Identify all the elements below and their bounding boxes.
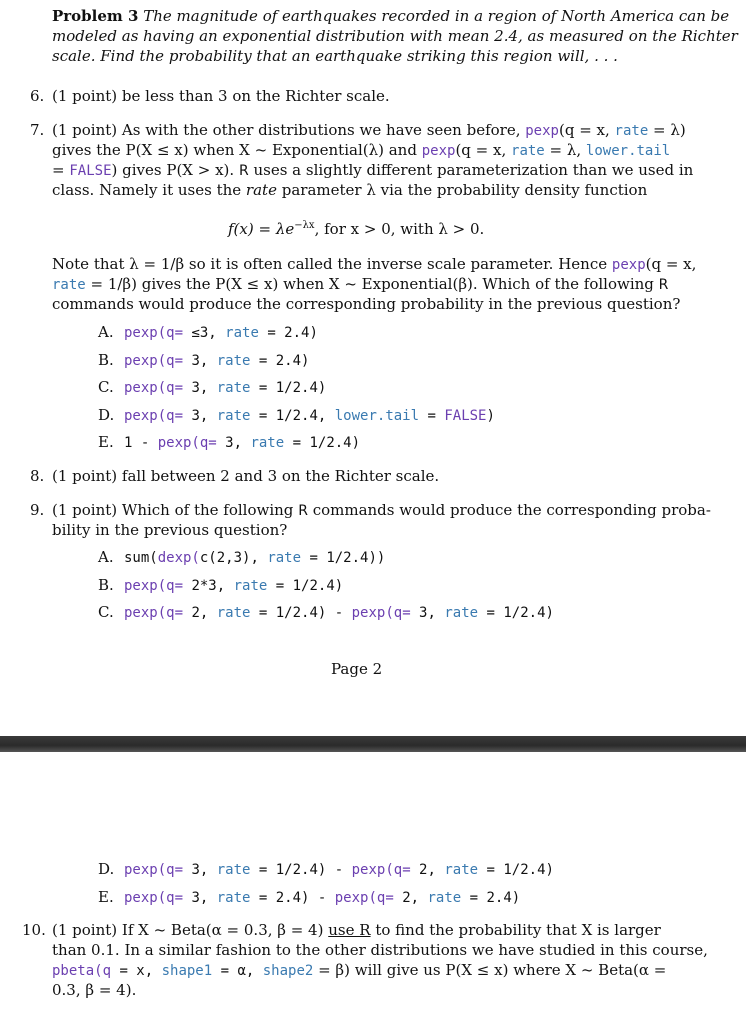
code-arg: q= (166, 407, 184, 424)
code-val: = (419, 407, 445, 424)
code-val: c(2,3), (199, 550, 268, 566)
question-7-number: 7. (30, 121, 45, 139)
q7-text: parameter λ via the probability density function (281, 181, 648, 199)
code-kw: rate (216, 380, 251, 396)
code-kw: rate (250, 435, 285, 451)
code-kw: rate (225, 325, 259, 341)
code-val: 3, (183, 407, 217, 424)
code-arg: q= (166, 605, 184, 621)
code-val: = α, (212, 963, 263, 979)
q9-text: commands would produce the corresponding proba- (312, 501, 711, 519)
code-val: = 2.4) (461, 889, 521, 906)
code-val: 3, (410, 605, 445, 621)
code-val: = 1/2.4) (478, 862, 554, 878)
code-val: 2, (410, 862, 445, 878)
code-fn: pexp( (124, 352, 167, 369)
code-val: 3, (216, 435, 251, 451)
code-kw: shape1 (161, 963, 213, 979)
code-val: = 1/2.4) - (250, 605, 352, 621)
answer-option (98, 350, 309, 371)
code-kw: FALSE (69, 163, 112, 179)
answer-option (98, 377, 326, 398)
r-language-name: R (658, 277, 669, 293)
option-letter: B. (98, 350, 114, 369)
code-val: ≤3, (183, 325, 226, 341)
code-val: = 1/2.4) (267, 577, 344, 594)
option-letter: D. (98, 860, 115, 878)
q7-text: ) gives P(X > x). (111, 161, 235, 179)
question-7-line-4 (52, 180, 647, 200)
q10-text: will give us P(X ≤ x) where X ~ Beta(α = (354, 961, 667, 979)
answer-option (98, 405, 495, 426)
code-val: = 2.4) (250, 352, 310, 369)
code-kw: rate (233, 577, 268, 594)
option-letter: D. (98, 405, 115, 424)
code-val: 2, (183, 605, 217, 621)
r-language-name: R (238, 163, 249, 179)
answer-option (98, 575, 343, 596)
code-kw: rate (216, 889, 251, 906)
code-fn: pexp( (351, 605, 394, 621)
code-fn: pexp( (124, 407, 167, 424)
code-val: = 1/2.4)) (301, 550, 386, 566)
option-letter: E. (98, 433, 114, 451)
code-kw: rate (216, 605, 251, 621)
code-val: 3, (183, 352, 217, 369)
code-fn: pexp( (124, 577, 167, 594)
question-6-text: (1 point) be less than 3 on the Richter scale. (52, 87, 390, 105)
pdf-formula (228, 216, 484, 239)
q7-text: = λ, (549, 141, 582, 159)
r-language-name: R (298, 503, 308, 519)
q7-text: (q = x, (455, 141, 507, 159)
code-arg: q= (166, 577, 184, 594)
code-val: = 1/2.4) - (250, 862, 352, 878)
code-arg: q= (393, 605, 411, 621)
answer-option (98, 602, 554, 623)
answer-option (98, 859, 554, 880)
question-9-line-2: bility in the previous question? (52, 521, 288, 539)
code-kw: rate (267, 550, 302, 566)
code-kw: rate (216, 862, 251, 878)
q7-text: gives the P(X ≤ x) when X ~ Exponential(λ) and (52, 141, 417, 159)
answer-option (98, 432, 360, 453)
code-kw: rate (444, 605, 479, 621)
code-kw: lower.tail (334, 407, 420, 424)
code-arg: q= (166, 862, 184, 878)
code-val: = 1/2.4) (478, 605, 554, 621)
code-arg: q= (166, 889, 184, 906)
code-kw: rate (216, 407, 251, 424)
question-7-line-2 (52, 140, 670, 161)
q10-text: to find the probability that X is larger (375, 921, 661, 939)
code-val: sum( (124, 550, 158, 566)
code-val: 3, (183, 380, 217, 396)
code-kw: rate (427, 889, 462, 906)
question-9-number: 9. (30, 501, 45, 519)
code-arg: q= (166, 352, 184, 369)
q7-text: Note that λ = 1/β so it is often called the inverse scale parameter. Hence (52, 255, 608, 273)
code-arg: q= (376, 889, 394, 906)
code-kw: rate (444, 862, 479, 878)
problem-intro-line-1 (52, 6, 729, 26)
code-arg: q (102, 963, 112, 979)
code-fn: pexp( (124, 889, 167, 906)
question-7-note-3: commands would produce the corresponding probability in the previous question? (52, 295, 681, 313)
code-fn: pexp (611, 257, 646, 273)
code-val: = 1/2.4) (284, 435, 361, 451)
question-10-line-1 (52, 920, 661, 940)
code-fn: pexp (421, 143, 456, 159)
option-letter: A. (98, 548, 114, 566)
code-val: ) (486, 407, 495, 424)
q7-text: uses a slightly different parameterization than we used in (253, 161, 694, 179)
q7-text: class. Namely it uses the (52, 181, 242, 199)
question-10-line-3 (52, 960, 666, 981)
problem-intro-line-2: modeled as having an exponential distribution with mean 2.4, as measured on the Richter (52, 27, 738, 45)
code-fn: pbeta( (52, 963, 103, 979)
problem-intro: The magnitude of earthquakes recorded in a region of North America can be (143, 7, 730, 25)
page-number: Page 2 (331, 660, 383, 678)
code-fn: dexp( (157, 550, 200, 566)
code-kw: rate (511, 143, 545, 159)
formula-main: f(x) = λe (228, 220, 295, 238)
code-fn: pexp( (124, 380, 167, 396)
q7-text: = λ) (653, 121, 686, 139)
code-fn: pexp( (351, 862, 394, 878)
page-separator (0, 736, 746, 752)
question-8-number: 8. (30, 467, 45, 485)
answer-option (98, 887, 520, 908)
code-val: = x, (111, 963, 162, 979)
q7-text: (1 point) As with the other distributions we have seen before, (52, 121, 521, 139)
code-fn: pexp( (157, 435, 200, 451)
problem-label: Problem 3 (52, 7, 139, 25)
code-val: = 2.4) (258, 325, 318, 341)
formula-exponent: −λx (294, 220, 315, 231)
code-val: = β) (313, 961, 350, 979)
formula-tail: , for x > 0, with λ > 0. (314, 220, 485, 238)
answer-option (98, 547, 385, 568)
code-arg: q= (166, 325, 184, 341)
code-fn: pexp( (124, 862, 167, 878)
code-val: = 1/2.4) (250, 380, 327, 396)
code-val: = 1/2.4, (250, 407, 335, 424)
q7-text: = 1/β) gives the P(X ≤ x) when X ~ Exponential(β). Which of the following (90, 275, 654, 293)
q7-text: (q = x, (645, 255, 697, 273)
use-r-emphasis: use R (328, 921, 371, 939)
question-8-text: (1 point) fall between 2 and 3 on the Richter scale. (52, 467, 440, 485)
option-letter: C. (98, 378, 114, 396)
code-val: 3, (183, 889, 217, 906)
question-9-line-1 (52, 500, 711, 521)
question-7-line-3 (52, 160, 693, 181)
q10-text: (1 point) If X ~ Beta(α = 0.3, β = 4) (52, 921, 324, 939)
code-fn: pexp( (124, 605, 167, 621)
question-7-note-2 (52, 274, 668, 295)
code-val: 3, (183, 862, 217, 878)
page-3-top (0, 752, 746, 1024)
q7-text: = (52, 161, 65, 179)
code-fn: pexp( (124, 325, 167, 341)
code-kw: rate (614, 123, 649, 139)
code-val: 2, (393, 889, 428, 906)
option-letter: B. (98, 575, 114, 594)
option-letter: E. (98, 887, 114, 906)
question-6-number: 6. (30, 87, 45, 105)
code-kw: rate (52, 277, 86, 293)
question-10-line-2: than 0.1. In a similar fashion to the other distributions we have studied in this course, (52, 941, 708, 959)
code-kw: shape2 (262, 963, 314, 979)
option-letter: C. (98, 603, 114, 621)
option-letter: A. (98, 323, 114, 341)
code-arg: q= (199, 435, 217, 451)
code-val: 2*3, (183, 577, 234, 594)
code-kw: rate (216, 352, 251, 369)
question-10-line-4: 0.3, β = 4). (52, 981, 137, 999)
code-fn: pexp (525, 123, 559, 139)
code-val: = 2.4) - (250, 889, 335, 906)
code-kw: lower.tail (585, 143, 671, 159)
code-fn: pexp( (334, 889, 377, 906)
code-arg: q= (393, 862, 411, 878)
code-fn: FALSE (444, 407, 487, 424)
problem-intro-line-3: scale. Find the probability that an earthquake striking this region will, . . . (52, 47, 618, 65)
question-7-note-1 (52, 254, 696, 275)
question-10-number: 10. (22, 921, 46, 939)
code-arg: q= (166, 380, 184, 396)
q7-text: (q = x, (558, 121, 610, 139)
code-val: 1 - (124, 435, 158, 451)
q9-text: (1 point) Which of the following (52, 501, 294, 519)
q7-text: rate (245, 181, 277, 199)
answer-option (98, 322, 318, 343)
question-7-line-1 (52, 120, 686, 141)
